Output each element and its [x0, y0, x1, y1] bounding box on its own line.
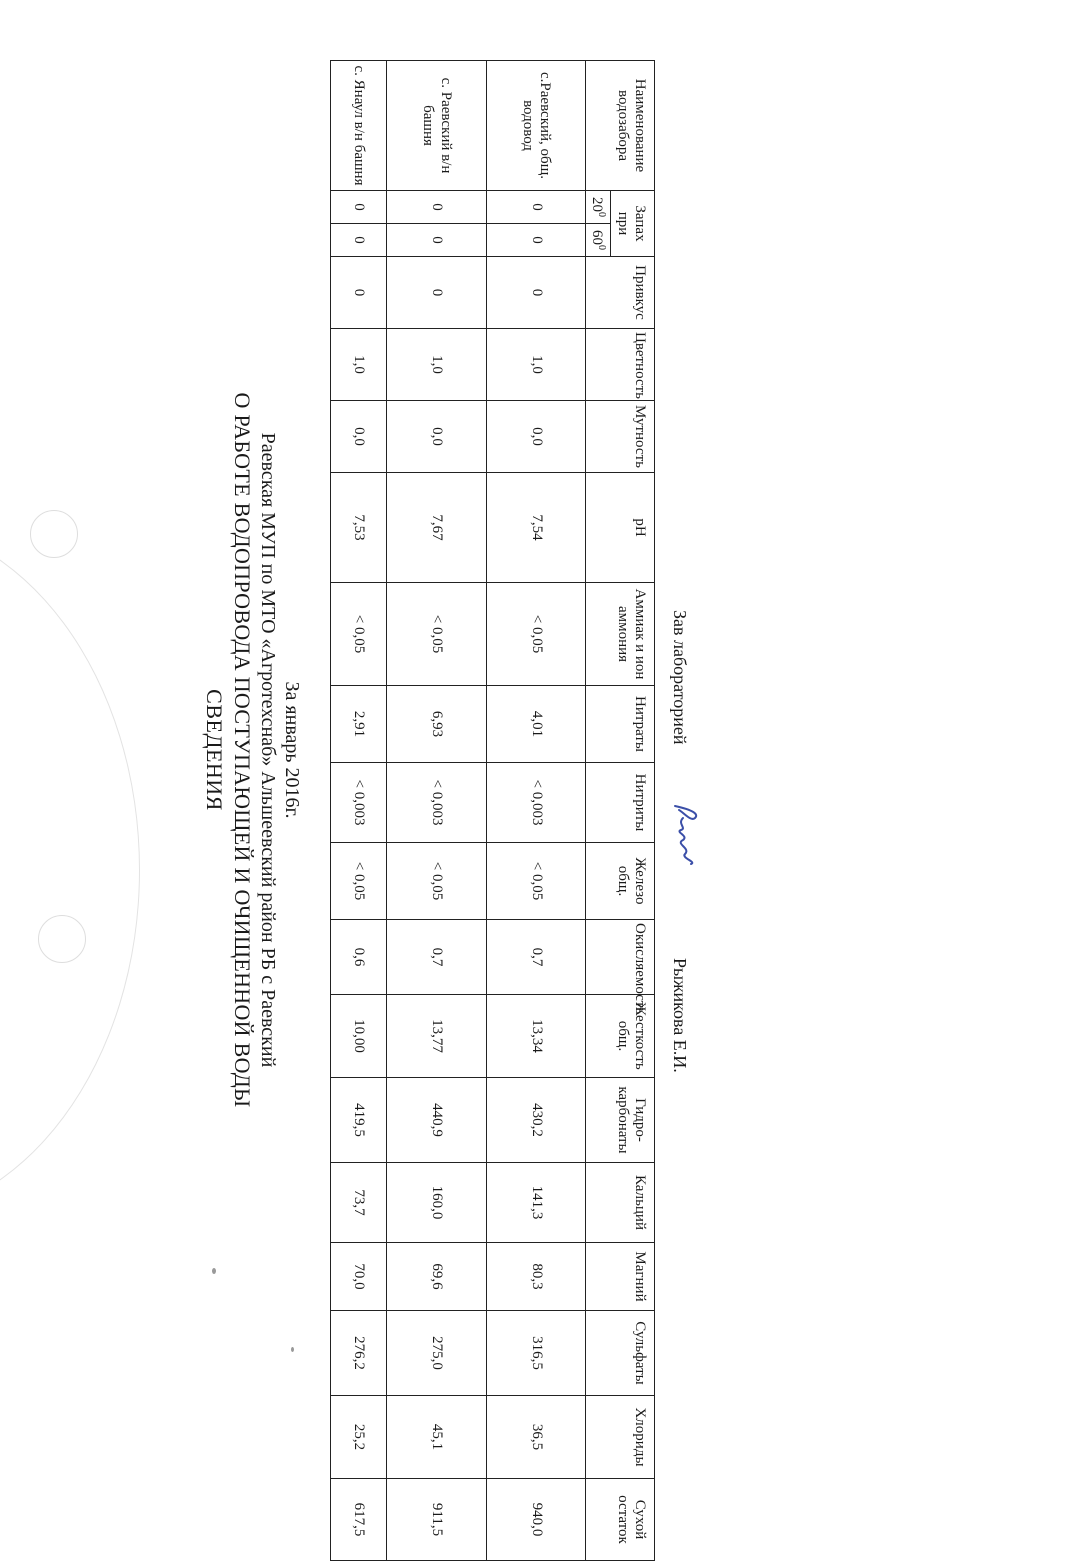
cell-ph: 7,54	[486, 473, 586, 583]
table-row	[331, 61, 387, 1561]
header-magnesium: Магний	[586, 1243, 655, 1311]
table-row	[387, 61, 487, 1561]
cell-color: 1,0	[331, 329, 387, 401]
cell-dry-residue: 940,0	[486, 1479, 586, 1561]
cell-magnesium: 80,3	[486, 1243, 586, 1311]
cell-oxidability: 0,7	[387, 920, 487, 995]
header-nitrites: Нитриты	[586, 763, 655, 843]
cell-nitrates: 4,01	[486, 686, 586, 763]
cell-hydrocarbonates: 440,9	[387, 1078, 487, 1163]
cell-smell-20: 0	[387, 191, 487, 224]
document-title	[201, 0, 227, 1500]
organization-line	[256, 0, 279, 1500]
row-source-name: с.Раевский, общ. водовод	[486, 61, 586, 191]
document-title-text: СВЕДЕНИЯ	[202, 689, 227, 811]
table-row	[486, 61, 586, 1561]
header-nitrates: Нитраты	[586, 686, 655, 763]
header-smell-60	[586, 224, 611, 257]
organization-text: Раевская МУП по МТО «Агротехснаб» Альшеевский район РБ с Раевский	[257, 432, 279, 1068]
header-smell: Запах при	[611, 191, 655, 257]
period-line	[280, 0, 303, 1500]
cell-smell-20: 0	[331, 191, 387, 224]
row-source-name: с. Раевский в/н башня	[387, 61, 487, 191]
signatory-position: Зав лабораторией	[670, 610, 690, 745]
document-subtitle	[229, 0, 255, 1500]
period-text: За январь 2016г.	[281, 681, 303, 819]
cell-oxidability: 0,6	[331, 920, 387, 995]
header-source: Наименование водозабора	[586, 61, 655, 191]
header-turbidity: Мутность	[586, 401, 655, 473]
cell-taste: 0	[387, 257, 487, 329]
header-color: Цветность	[586, 329, 655, 401]
cell-smell-60: 0	[331, 224, 387, 257]
smell-20-label: 20	[589, 197, 606, 212]
cell-nitrites: < 0,003	[331, 763, 387, 843]
cell-turbidity: 0,0	[331, 401, 387, 473]
cell-ammonia: < 0,05	[387, 583, 487, 686]
cell-taste: 0	[486, 257, 586, 329]
header-row	[611, 61, 655, 1561]
cell-ammonia: < 0,05	[486, 583, 586, 686]
document-subtitle-text: О РАБОТЕ ВОДОПРОВОДА ПОСТУПАЮЩЕЙ И ОЧИЩЕННОЙ ВОДЫ	[230, 392, 255, 1108]
cell-ammonia: < 0,05	[331, 583, 387, 686]
cell-smell-20: 0	[486, 191, 586, 224]
cell-iron: < 0,05	[387, 843, 487, 920]
header-chlorides: Хлориды	[586, 1396, 655, 1479]
cell-dry-residue: 911,5	[387, 1479, 487, 1561]
cell-iron: < 0,05	[331, 843, 387, 920]
cell-sulfates: 316,5	[486, 1311, 586, 1396]
cell-iron: < 0,05	[486, 843, 586, 920]
cell-sulfates: 276,2	[331, 1311, 387, 1396]
cell-chlorides: 36,5	[486, 1396, 586, 1479]
cell-smell-60: 0	[486, 224, 586, 257]
cell-turbidity: 0,0	[486, 401, 586, 473]
degree-mark: 0	[596, 212, 608, 217]
cell-sulfates: 275,0	[387, 1311, 487, 1396]
header-calcium: Кальций	[586, 1163, 655, 1243]
cell-calcium: 160,0	[387, 1163, 487, 1243]
header-ph: pH	[586, 473, 655, 583]
cell-calcium: 73,7	[331, 1163, 387, 1243]
cell-nitrates: 6,93	[387, 686, 487, 763]
cell-ph: 7,67	[387, 473, 487, 583]
cell-calcium: 141,3	[486, 1163, 586, 1243]
cell-ph: 7,53	[331, 473, 387, 583]
cell-color: 1,0	[387, 329, 487, 401]
signatory-name: Рыжикова Е.И.	[670, 958, 690, 1073]
row-source-name: с. Янаул в/н башня	[331, 61, 387, 191]
cell-nitrites: < 0,003	[486, 763, 586, 843]
cell-nitrites: < 0,003	[387, 763, 487, 843]
cell-hydrocarbonates: 430,2	[486, 1078, 586, 1163]
cell-magnesium: 70,0	[331, 1243, 387, 1311]
cell-smell-60: 0	[387, 224, 487, 257]
header-smell-20	[586, 191, 611, 224]
header-oxidability: Окисляемость	[586, 920, 655, 995]
header-dry-residue: Сухой остаток	[586, 1479, 655, 1561]
cell-dry-residue: 617,5	[331, 1479, 387, 1561]
water-quality-table	[330, 60, 655, 1561]
degree-mark: 0	[596, 245, 608, 250]
handwritten-signature	[665, 800, 705, 870]
smell-60-label: 60	[589, 230, 606, 245]
header-taste: Привкус	[586, 257, 655, 329]
cell-nitrates: 2,91	[331, 686, 387, 763]
cell-magnesium: 69,6	[387, 1243, 487, 1311]
cell-chlorides: 45,1	[387, 1396, 487, 1479]
header-sulfates: Сульфаты	[586, 1311, 655, 1396]
cell-turbidity: 0,0	[387, 401, 487, 473]
cell-oxidability: 0,7	[486, 920, 586, 995]
cell-taste: 0	[331, 257, 387, 329]
cell-hardness: 13,34	[486, 995, 586, 1078]
header-hardness: Жесткость общ.	[586, 995, 655, 1078]
cell-hardness: 13,77	[387, 995, 487, 1078]
header-ammonia: Аммиак и ион аммония	[586, 583, 655, 686]
cell-hardness: 10,00	[331, 995, 387, 1078]
cell-color: 1,0	[486, 329, 586, 401]
cell-hydrocarbonates: 419,5	[331, 1078, 387, 1163]
header-iron: Железо общ.	[586, 843, 655, 920]
header-hydrocarbonates: Гидро-карбонаты	[586, 1078, 655, 1163]
cell-chlorides: 25,2	[331, 1396, 387, 1479]
